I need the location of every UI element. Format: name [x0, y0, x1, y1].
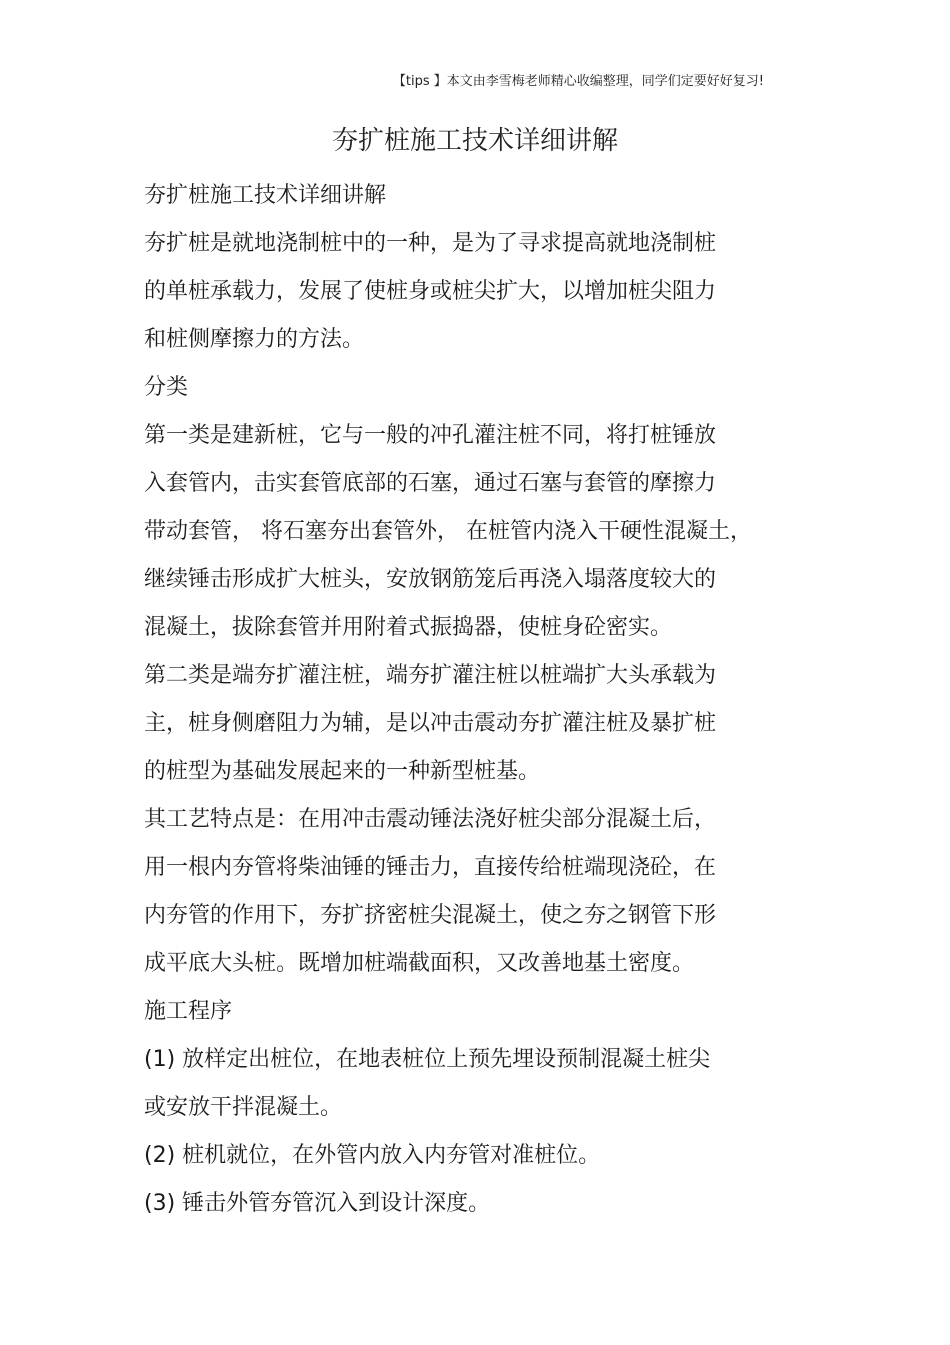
- header-tips: 【tips 】本文由李雪梅老师精心收编整理，同学们定要好好复习!: [392, 74, 764, 89]
- paragraph-line: 用一根内夯管将柴油锤的锤击力，直接传给桩端现浇砼，在: [144, 855, 717, 880]
- paragraph-line: 和桩侧摩擦力的方法。: [144, 327, 365, 352]
- paragraph-line: 成平底大头桩。既增加桩端截面积，又改善地基土密度。: [144, 951, 695, 976]
- paragraph-line: 继续锤击形成扩大桩头，安放钢筋笼后再浇入塌落度较大的: [144, 567, 717, 592]
- paragraph-line: 入套管内，击实套管底部的石塞，通过石塞与套管的摩擦力: [144, 471, 717, 496]
- list-item-line: (1) 放样定出桩位，在地表桩位上预先埋设预制混凝土桩尖: [144, 1047, 711, 1072]
- document-title: 夯扩桩施工技术详细讲解: [331, 126, 618, 156]
- list-item-line: 或安放干拌混凝土。: [144, 1095, 343, 1120]
- paragraph-line: 第二类是端夯扩灌注桩，端夯扩灌注桩以桩端扩大头承载为: [144, 663, 717, 688]
- paragraph-line: 夯扩桩施工技术详细讲解: [144, 183, 387, 208]
- paragraph-line: 的桩型为基础发展起来的一种新型桩基。: [144, 759, 541, 784]
- paragraph-line: 带动套管， 将石塞夯出套管外， 在桩管内浇入干硬性混凝土，: [144, 519, 752, 544]
- paragraph-line: 混凝土，拔除套管并用附着式振捣器，使桩身砼密实。: [144, 615, 673, 640]
- paragraph-line: 夯扩桩是就地浇制桩中的一种，是为了寻求提高就地浇制桩: [144, 231, 717, 256]
- paragraph-line: 其工艺特点是：在用冲击震动锤法浇好桩尖部分混凝土后，: [144, 807, 717, 832]
- list-item-line: (3) 锤击外管夯管沉入到设计深度。: [144, 1191, 491, 1216]
- paragraph-line: 第一类是建新桩，它与一般的冲孔灌注桩不同，将打桩锤放: [144, 423, 717, 448]
- paragraph-line: 内夯管的作用下，夯扩挤密桩尖混凝土，使之夯之钢管下形: [144, 903, 717, 928]
- paragraph-line: 的单桩承载力，发展了使桩身或桩尖扩大，以增加桩尖阻力: [144, 279, 717, 304]
- paragraph-line: 主，桩身侧磨阻力为辅，是以冲击震动夯扩灌注桩及暴扩桩: [144, 711, 717, 736]
- list-item-line: (2) 桩机就位，在外管内放入内夯管对准桩位。: [144, 1143, 601, 1168]
- section-heading: 施工程序: [144, 999, 233, 1024]
- section-heading: 分类: [144, 375, 189, 400]
